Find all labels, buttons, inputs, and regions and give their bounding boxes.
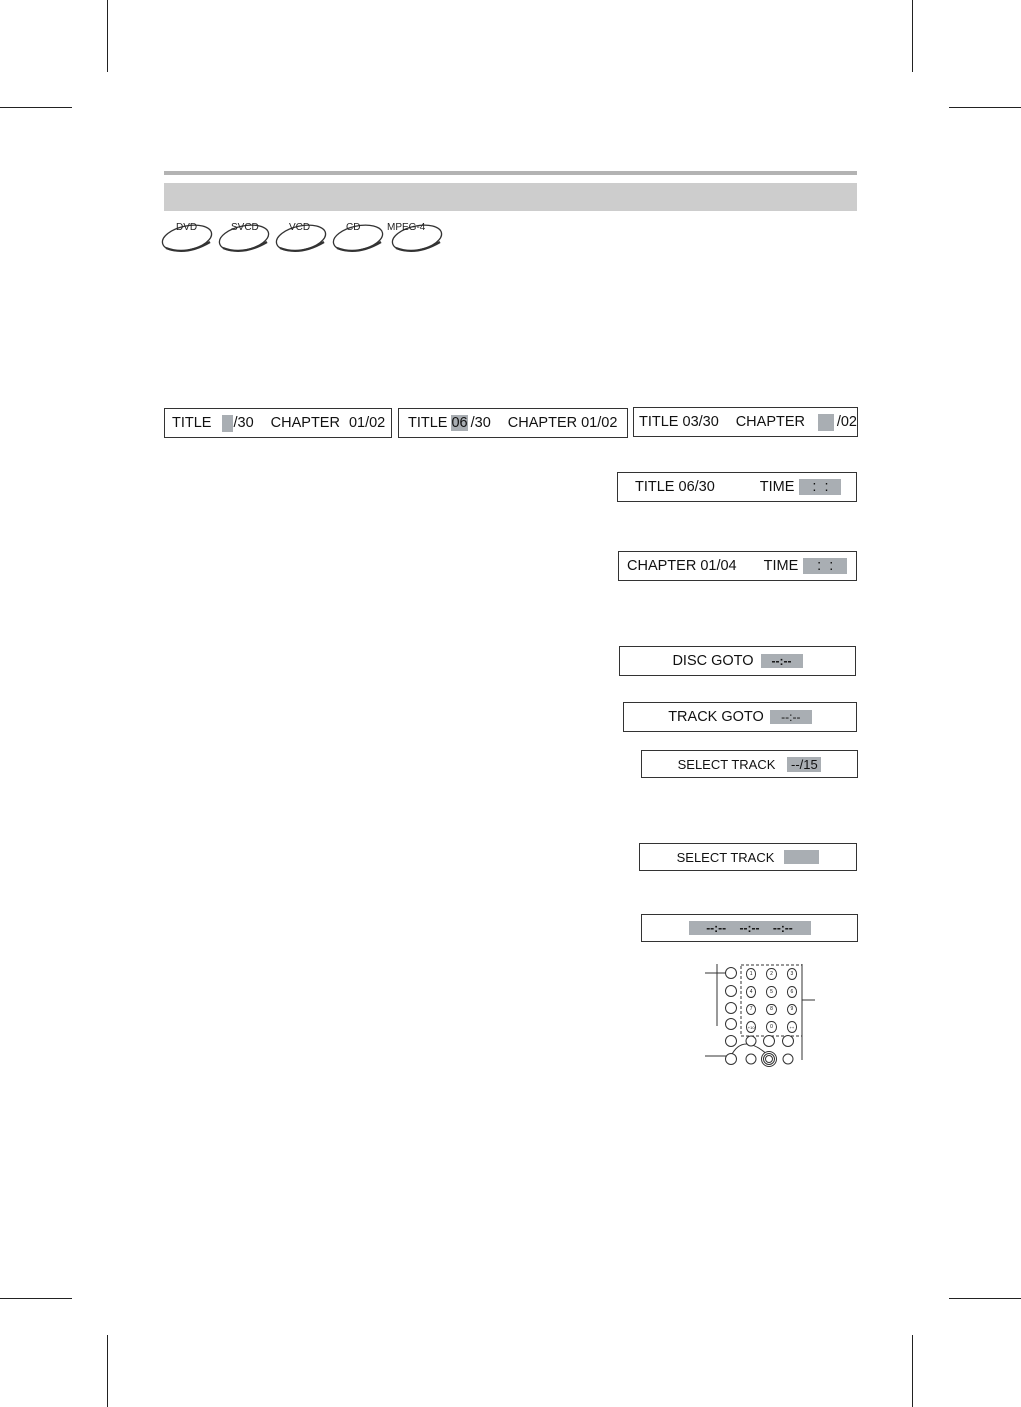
osd-title-total: /30	[470, 415, 491, 431]
remote-key-0: 0	[766, 1021, 776, 1033]
osd-time-value: : :	[803, 558, 847, 574]
chapter-input-highlight	[818, 414, 834, 431]
disc-label: SVCD	[231, 222, 259, 233]
osd-chapter-label: CHAPTER	[735, 414, 805, 430]
disc-icon	[160, 218, 218, 256]
disc-icon	[217, 218, 275, 256]
crop-mark	[107, 1335, 108, 1407]
remote-key-7: 7	[746, 1004, 756, 1016]
osd-chapter-label: CHAPTER	[507, 415, 578, 431]
osd-track-goto-label: TRACK GOTO	[668, 709, 764, 725]
osd-chapter-label: CHAPTER 01/04	[627, 558, 737, 574]
osd-track-goto-value: --:--	[770, 710, 812, 724]
osd-select-track-label: SELECT TRACK	[676, 849, 775, 865]
osd-title-label: TITLE 06/30	[635, 479, 715, 495]
osd-time-label: TIME	[759, 479, 795, 495]
crop-mark	[912, 1335, 913, 1407]
osd-title-value: 06	[451, 415, 468, 431]
osd-chapter-entry	[633, 407, 858, 437]
remote-key-9: 9	[787, 1004, 797, 1016]
osd-track-goto	[623, 702, 857, 732]
header-rule	[164, 171, 857, 175]
remote-key-4: 4	[746, 986, 756, 998]
remote-key-2: 2	[766, 968, 776, 980]
osd-time-triplet-value: --:-- --:-- --:--	[689, 921, 811, 935]
osd-title-label: TITLE 03/30	[639, 414, 719, 430]
disc-label: DVD	[176, 222, 198, 233]
crop-mark	[0, 107, 72, 108]
crop-mark	[949, 107, 1021, 108]
osd-select-track-value	[784, 850, 819, 864]
disc-label: VCD	[289, 222, 311, 233]
osd-time-label: TIME	[763, 558, 799, 574]
crop-mark	[107, 0, 108, 72]
osd-select-track	[641, 750, 858, 778]
osd-time-triplet	[641, 914, 858, 942]
disc-label: CD	[346, 222, 361, 233]
osd-chapter-total: /02	[836, 414, 857, 430]
osd-title-label: TITLE	[172, 415, 212, 431]
remote-key-8: 8	[766, 1004, 776, 1016]
osd-title-total: /30	[233, 415, 254, 431]
section-header-bar	[164, 183, 857, 211]
osd-disc-goto-label: DISC GOTO	[672, 653, 754, 669]
remote-key-6: 6	[787, 986, 797, 998]
osd-title-time	[617, 472, 857, 502]
osd-select-track-label: SELECT TRACK	[677, 756, 776, 772]
osd-disc-goto-value: --:--	[761, 654, 803, 668]
osd-title-entry-typed	[398, 408, 628, 438]
title-input-highlight	[222, 415, 233, 432]
remote-control-illustration	[705, 960, 817, 1072]
remote-key-5: 5	[766, 986, 776, 998]
crop-mark	[912, 0, 913, 72]
disc-label: MPEG-4	[387, 222, 426, 233]
osd-chapter-value: 01/02	[348, 415, 386, 431]
remote-key-plusplus: ++	[787, 1021, 797, 1033]
osd-time-value: : :	[799, 479, 841, 495]
osd-disc-goto	[619, 646, 856, 676]
disc-icon	[331, 218, 389, 256]
disc-icon	[274, 218, 332, 256]
osd-chapter-time	[618, 551, 857, 581]
osd-chapter-value: 01/02	[581, 415, 618, 431]
osd-select-track-value: --/15	[787, 757, 821, 772]
crop-mark	[0, 1298, 72, 1299]
remote-key-plus10: +10	[746, 1021, 756, 1033]
osd-title-entry-empty	[164, 408, 392, 438]
remote-key-3: 3	[787, 968, 797, 980]
disc-icon	[387, 218, 448, 256]
crop-mark	[949, 1298, 1021, 1299]
osd-select-track-blank	[639, 843, 857, 871]
remote-key-1: 1	[746, 968, 756, 980]
osd-title-label: TITLE	[408, 415, 448, 431]
osd-chapter-label: CHAPTER	[270, 415, 340, 431]
